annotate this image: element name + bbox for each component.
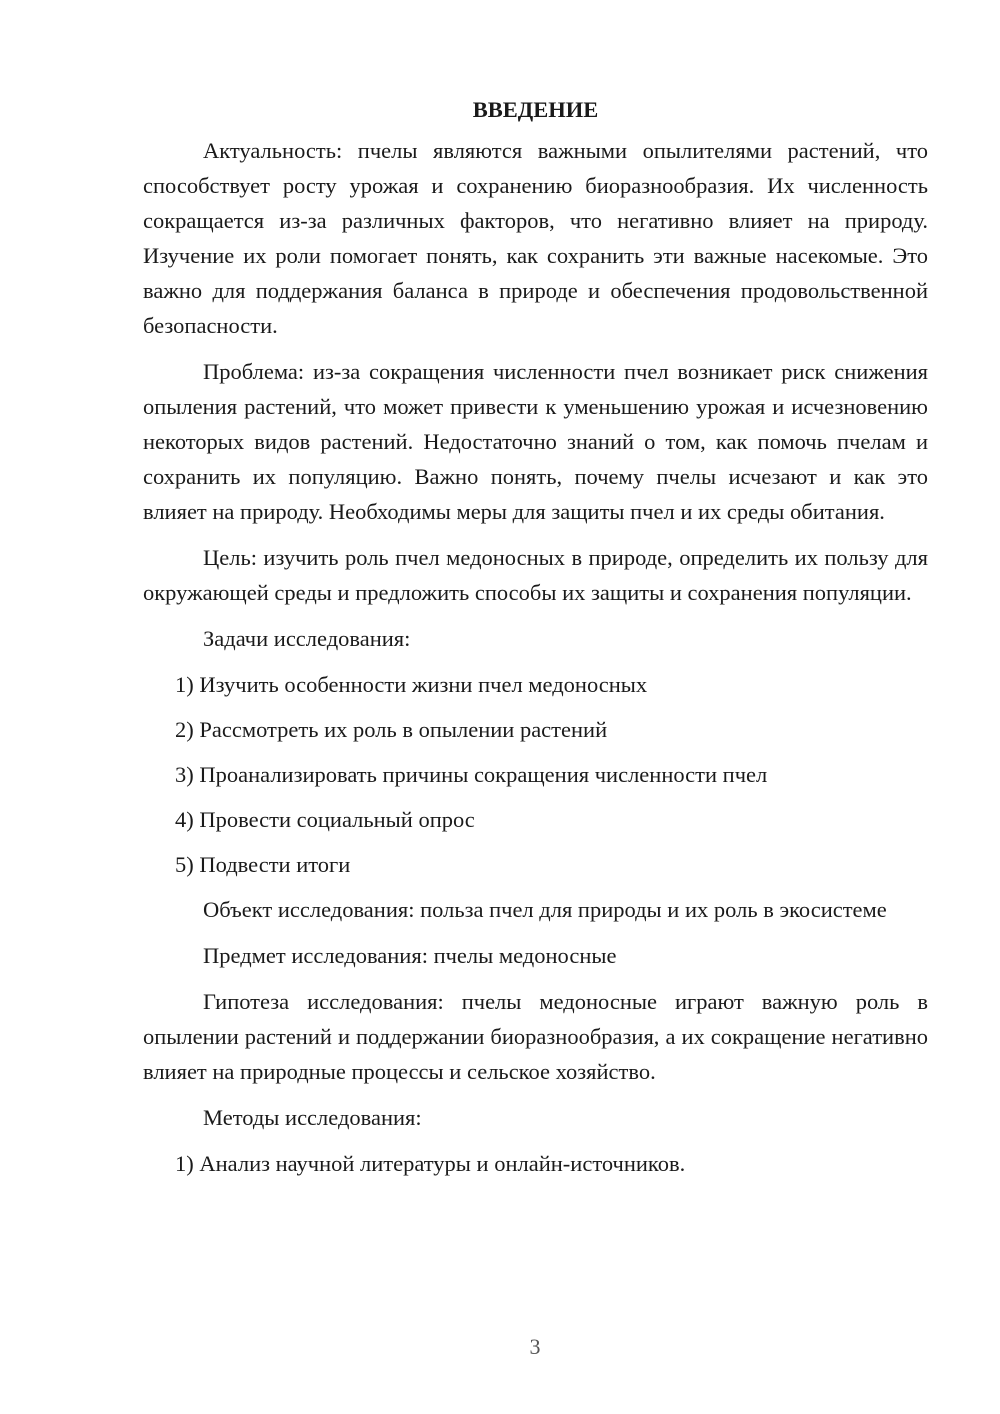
tasks-list (143, 667, 928, 882)
methods-list (143, 1146, 928, 1181)
goal-paragraph: Цель: изучить роль пчел медоносных в природе, определить их пользу для окружающей среды и предложить способы их защиты и сохранения популяции. (143, 545, 928, 605)
task-item: 1) Изучить особенности жизни пчел медоносных (175, 672, 648, 697)
methods-title: Методы исследования: (203, 1105, 422, 1130)
tasks-title: Задачи исследования: (203, 626, 411, 651)
task-item: 4) Провести социальный опрос (175, 807, 475, 832)
document-page (143, 92, 928, 1191)
section-heading: ВВЕДЕНИЕ (472, 97, 599, 122)
relevance-paragraph: Актуальность: пчелы являются важными опылителями растений, что способствует росту урожая и сохранению биоразнообразия. Их численность сокращается из-за различных факторов, что негативно влияет на природу. Изучение их роли помогает понять, как сохранить эти важные насекомые. Это важно для поддержания баланса в природе и обеспечения продовольственной безопасности. (143, 138, 928, 338)
page-number: 3 (529, 1334, 541, 1359)
method-item: 1) Анализ научной литературы и онлайн-источников. (175, 1151, 686, 1176)
problem-paragraph: Проблема: из-за сокращения численности пчел возникает риск снижения опыления растений, что может привести к уменьшению урожая и исчезновению некоторых видов растений. Недостаточно знаний о том, как помочь пчелам и сохранить их популяцию. Важно понять, почему пчелы исчезают и как это влияет на природу. Необходимы меры для защиты пчел и их среды обитания. (143, 359, 928, 524)
object-paragraph: Объект исследования: польза пчел для природы и их роль в экосистеме (203, 897, 887, 922)
task-item: 5) Подвести итоги (175, 852, 351, 877)
task-item: 3) Проанализировать причины сокращения численности пчел (175, 762, 768, 787)
task-item: 2) Рассмотреть их роль в опылении растений (175, 717, 608, 742)
hypothesis-paragraph: Гипотеза исследования: пчелы медоносные играют важную роль в опылении растений и поддержании биоразнообразия, а их сокращение негативно влияет на природные процессы и сельское хозяйство. (143, 989, 928, 1084)
subject-paragraph: Предмет исследования: пчелы медоносные (203, 943, 617, 968)
